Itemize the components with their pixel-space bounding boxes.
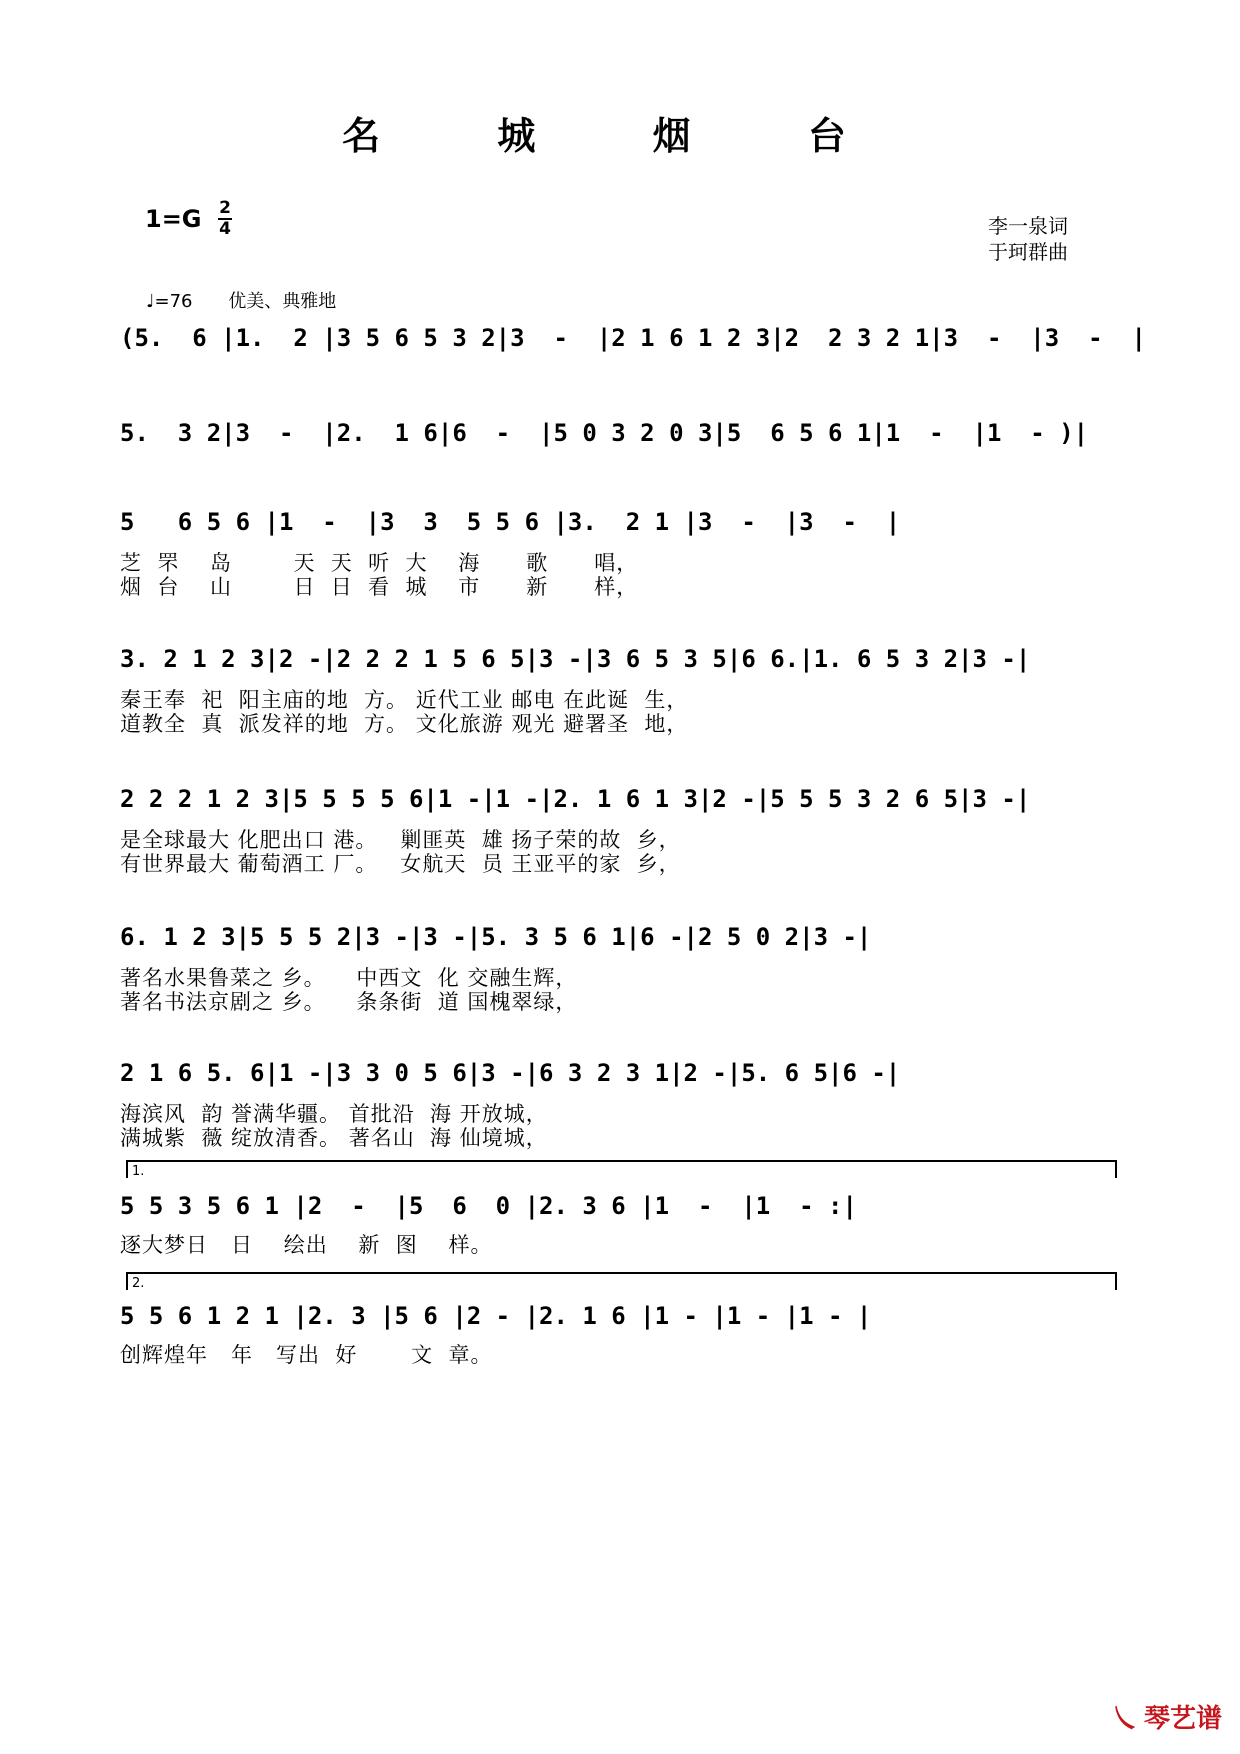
lyrics-verse-2: 著名书法京剧之 乡。 条条街 道 国槐翠绿， xyxy=(120,990,578,1014)
key-signature: 1=G xyxy=(145,205,202,233)
composer-credit: 于珂群曲 xyxy=(988,240,1068,264)
lyrics-verse-1: 海滨风 韵 誉满华疆。 首批沿 海 开放城， xyxy=(120,1102,548,1126)
song-title: 名 城 烟 台 xyxy=(342,113,898,158)
credits xyxy=(988,213,1068,265)
lyrics-verse-2: 道教全 真 派发祥的地 方。 文化旅游 观光 避署圣 地， xyxy=(120,712,689,736)
second-ending-bracket xyxy=(126,1272,1117,1290)
lyrics-verse-2: 有世界最大 葡萄酒工 厂。 女航天 员 王亚平的家 乡， xyxy=(120,852,681,876)
lyrics-verse-1: 逐大梦日 日 绘出 新 图 样。 xyxy=(120,1233,493,1257)
lyrics-verse-1: 秦王奉 祀 阳主庙的地 方。 近代工业 邮电 在此诞 生， xyxy=(120,688,689,712)
lyrics-verse-1: 创辉煌年 年 写出 好 文 章。 xyxy=(120,1343,493,1367)
notes-line: 2 1 6 5. 6|1 -|3 3 0 5 6|3 -|6 3 2 3 1|2 -|5. 6 5|6 -| xyxy=(120,1059,901,1087)
site-logo xyxy=(1110,1694,1222,1738)
logo-text: 琴艺谱 xyxy=(1143,1703,1222,1734)
time-signature xyxy=(218,200,232,238)
first-ending-label: 1. xyxy=(132,1164,145,1179)
notes-line: 2 2 2 1 2 3|5 5 5 5 6|1 -|1 -|2. 1 6 1 3|2 -|5 5 5 3 2 6 5|3 -| xyxy=(120,785,1031,813)
time-signature-top: 2 xyxy=(219,198,231,218)
notes-line: 5 6 5 6 |1 - |3 3 5 5 6 |3. 2 1 |3 - |3 - | xyxy=(120,508,901,536)
notes-line: 5. 3 2|3 - |2. 1 6|6 - |5 0 3 2 0 3|5 6 5 6 1|1 - |1 - )| xyxy=(120,419,1089,447)
lyrics-verse-1: 著名水果鲁菜之 乡。 中西文 化 交融生辉， xyxy=(120,966,578,990)
tempo-marking xyxy=(146,287,336,313)
lyricist-credit: 李一泉词 xyxy=(988,214,1068,238)
second-ending-label: 2. xyxy=(132,1276,145,1291)
notes-line: (5. 6 |1. 2 |3 5 6 5 3 2|3 - |2 1 6 1 2 3|2 2 3 2 1|3 - |3 - | xyxy=(120,324,1146,352)
lyrics-verse-2: 烟 台 山 日 日 看 城 市 新 样， xyxy=(120,575,639,599)
tempo-mark: ♩=76 xyxy=(146,291,193,312)
expression-mark: 优美、典雅地 xyxy=(228,291,337,312)
lyrics-verse-2: 满城紫 薇 绽放清香。 著名山 海 仙境城， xyxy=(120,1126,548,1150)
first-ending-bracket xyxy=(126,1160,1117,1178)
logo-icon: ㇏ xyxy=(1109,1702,1140,1737)
notes-line: 5 5 3 5 6 1 |2 - |5 6 0 |2. 3 6 |1 - |1 - :| xyxy=(120,1192,857,1220)
time-signature-bottom: 4 xyxy=(219,219,231,239)
lyrics-verse-1: 芝 罘 岛 天 天 听 大 海 歌 唱， xyxy=(120,551,639,575)
notes-line: 6. 1 2 3|5 5 5 2|3 -|3 -|5. 3 5 6 1|6 -|2 5 0 2|3 -| xyxy=(120,923,872,951)
notes-line: 5 5 6 1 2 1 |2. 3 |5 6 |2 - |2. 1 6 |1 - |1 - |1 - | xyxy=(120,1302,872,1330)
notes-line: 3. 2 1 2 3|2 -|2 2 2 1 5 6 5|3 -|3 6 5 3 5|6 6.|1. 6 5 3 2|3 -| xyxy=(120,645,1031,673)
lyrics-verse-1: 是全球最大 化肥出口 港。 剿匪英 雄 扬子荣的故 乡， xyxy=(120,828,681,852)
